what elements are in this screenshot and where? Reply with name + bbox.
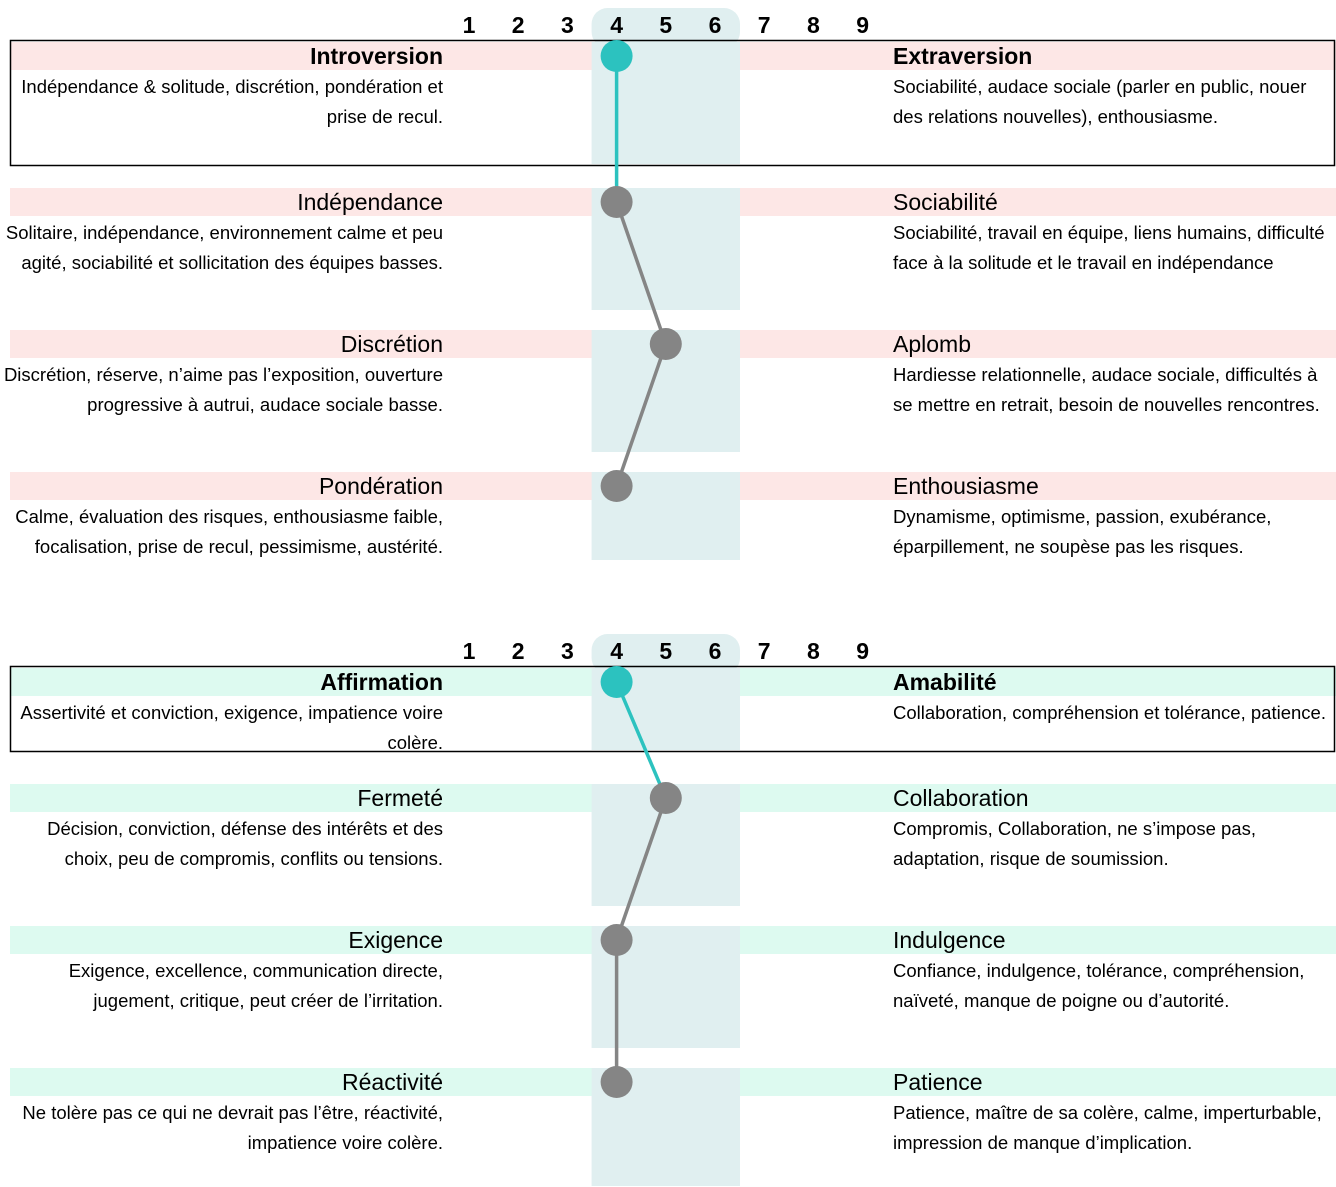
left-trait-description: Indépendance & solitude, discrétion, pondération et prise de recul. (21, 76, 443, 127)
right-trait-label: Patience (893, 1069, 983, 1095)
left-trait-label: Introversion (310, 43, 443, 69)
scale-tick-label: 3 (561, 638, 574, 664)
sub-value-marker (650, 328, 682, 360)
dimension-block-2 (0, 626, 1336, 1186)
right-trait-description: Collaboration, compréhension et tolérance, patience. (893, 702, 1326, 723)
right-trait-label: Amabilité (893, 669, 997, 695)
left-trait-description: Discrétion, réserve, n’aime pas l’exposition, ouverture progressive à autrui, audace sociale basse. (3, 364, 443, 415)
scale-tick-label: 6 (708, 638, 722, 664)
left-trait-description: Décision, conviction, défense des intérêts et des choix, peu de compromis, conflits ou tensions. (47, 818, 443, 869)
right-trait-label: Sociabilité (893, 189, 998, 215)
sub-value-marker (601, 186, 633, 218)
scale-tick-label: 6 (708, 12, 722, 38)
sub-value-marker (601, 924, 633, 956)
left-trait-label: Fermeté (357, 785, 443, 811)
main-value-marker (601, 40, 633, 72)
right-trait-description: Confiance, indulgence, tolérance, compréhension, naïveté, manque de poigne ou d’autorité. (893, 960, 1305, 1011)
right-trait-description: Sociabilité, travail en équipe, liens humains, difficulté face à la solitude et le travail en indépendance (893, 222, 1325, 273)
right-trait-description: Dynamisme, optimisme, passion, exubérance, éparpillement, ne soupèse pas les risques. (893, 506, 1272, 557)
scale-tick-label: 9 (856, 638, 869, 664)
scale-tick-label: 8 (807, 638, 820, 664)
scale-tick-label: 1 (462, 12, 476, 38)
dimension-block-1 (0, 0, 1336, 560)
scale-tick-label: 2 (511, 638, 525, 664)
scale-tick-label: 4 (610, 12, 623, 38)
right-trait-label: Indulgence (893, 927, 1006, 953)
left-trait-label: Affirmation (320, 669, 443, 695)
right-trait-description: Compromis, Collaboration, ne s’impose pas, adaptation, risque de soumission. (893, 818, 1256, 869)
scale-tick-label: 7 (757, 12, 771, 38)
main-value-marker (601, 666, 633, 698)
scale-tick-label: 5 (659, 638, 673, 664)
left-trait-label: Discrétion (340, 331, 443, 357)
left-trait-description: Assertivité et conviction, exigence, impatience voire colère. (20, 702, 443, 753)
scale-tick-label: 1 (462, 638, 476, 664)
sub-value-marker (650, 782, 682, 814)
left-trait-description: Ne tolère pas ce qui ne devrait pas l’être, réactivité, impatience voire colère. (22, 1102, 443, 1153)
sub-value-marker (601, 470, 633, 502)
scale-tick-label: 8 (807, 12, 820, 38)
left-trait-description: Exigence, excellence, communication directe, jugement, critique, peut créer de l’irritation. (68, 960, 443, 1011)
scale-tick-label: 9 (856, 12, 869, 38)
left-trait-description: Calme, évaluation des risques, enthousiasme faible, focalisation, prise de recul, pessimisme, austérité. (15, 506, 443, 557)
right-trait-description: Hardiesse relationnelle, audace sociale, difficultés à se mettre en retrait, besoin de nouvelles rencontres. (893, 364, 1320, 415)
right-trait-description: Patience, maître de sa colère, calme, imperturbable, impression de manque d’implication. (893, 1102, 1322, 1153)
left-trait-label: Indépendance (297, 189, 443, 215)
left-trait-label: Réactivité (342, 1069, 443, 1095)
right-trait-label: Enthousiasme (893, 473, 1039, 499)
sub-value-marker (601, 1066, 633, 1098)
scale-tick-label: 3 (561, 12, 574, 38)
scale-tick-label: 2 (511, 12, 525, 38)
right-trait-label: Aplomb (893, 331, 971, 357)
left-trait-description: Solitaire, indépendance, environnement calme et peu agité, sociabilité et sollicitation des équipes basses. (5, 222, 443, 273)
scale-tick-label: 7 (757, 638, 771, 664)
scale-tick-label: 5 (659, 12, 673, 38)
scale-tick-label: 4 (610, 638, 623, 664)
right-trait-description: Sociabilité, audace sociale (parler en public, nouer des relations nouvelles), enthousiasme. (893, 76, 1307, 127)
right-trait-label: Extraversion (893, 43, 1033, 69)
left-trait-label: Exigence (348, 927, 443, 953)
right-trait-label: Collaboration (893, 785, 1029, 811)
left-trait-label: Pondération (318, 473, 443, 499)
